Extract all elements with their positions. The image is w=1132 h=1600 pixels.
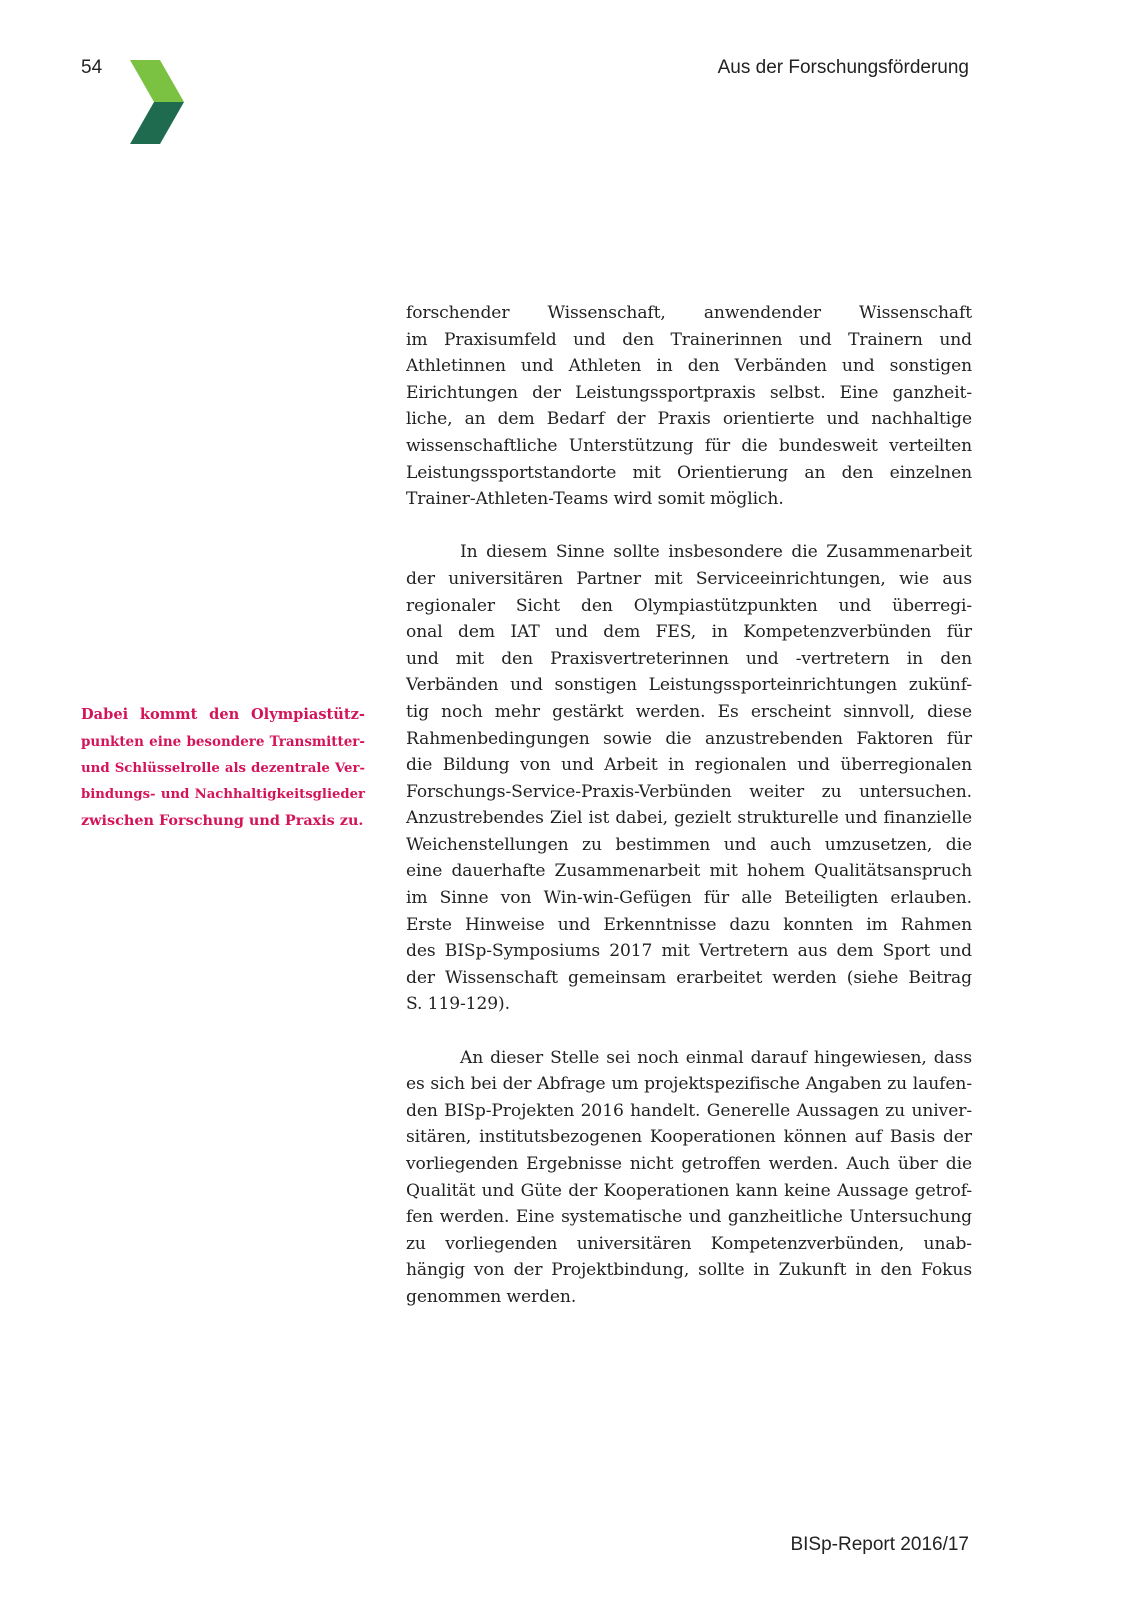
text-line: den BISp-Projekten 2016 handelt. Generelle Aussagen zu univer- <box>406 1100 972 1121</box>
text-line: vorliegenden Ergebnisse nicht getroffen werden. Auch über die <box>406 1154 972 1174</box>
text-line: tig noch mehr gestärkt werden. Es erscheint sinnvoll, diese <box>406 701 972 722</box>
text-line: und mit den Praxisvertreterinnen und -vertretern in den <box>406 648 972 669</box>
text-line: eine dauerhafte Zusammenarbeit mit hohem Qualitätsanspruch <box>406 861 972 882</box>
text-line: im Praxisumfeld und den Trainerinnen und Trainern und <box>406 329 972 350</box>
text-line: S. 119-129). <box>406 994 510 1015</box>
text-line: es sich bei der Abfrage um projektspezifische Angaben zu laufen- <box>406 1074 972 1095</box>
sidenote-highlight <box>81 702 365 835</box>
text-line: der universitären Partner mit Serviceeinrichtungen, wie aus <box>406 568 972 589</box>
text-line: Anzustrebendes Ziel ist dabei, gezielt strukturelle und finanzielle <box>406 808 972 829</box>
sidenote-line: zwischen Forschung und Praxis zu. <box>81 812 364 830</box>
text-line: Forschungs-Service-Praxis-Verbünden weiter zu untersuchen. <box>406 781 972 802</box>
logo-upper-chevron <box>130 60 184 102</box>
text-line: An dieser Stelle sei noch einmal darauf hingewiesen, dass <box>460 1047 972 1068</box>
text-line: der Wissenschaft gemeinsam erarbeitet werden (siehe Beitrag <box>406 967 972 988</box>
text-line: hängig von der Projektbindung, sollte in Zukunft in den Fokus <box>406 1260 972 1281</box>
text-line: Trainer-Athleten-Teams wird somit möglich. <box>406 489 784 510</box>
page-number: 54 <box>81 57 103 78</box>
text-line: zu vorliegenden universitären Kompetenzverbünden, unab- <box>406 1233 972 1254</box>
text-line: Athletinnen und Athleten in den Verbänden und sonstigen <box>406 356 972 377</box>
text-line: fen werden. Eine systematische und ganzheitliche Untersuchung <box>406 1207 972 1228</box>
text-line: Erste Hinweise und Erkenntnisse dazu konnten im Rahmen <box>406 914 972 935</box>
paragraph-2 <box>406 539 972 1018</box>
text-line: liche, an dem Bedarf der Praxis orientierte und nachhaltige <box>406 409 972 430</box>
text-line: onal dem IAT und dem FES, in Kompetenzverbünden für <box>406 622 972 643</box>
text-line: regionaler Sicht den Olympiastützpunkten und überregi- <box>406 595 972 616</box>
report-title: BISp-Report 2016/17 <box>790 1534 969 1555</box>
text-line: Eirichtungen der Leistungssportpraxis selbst. Eine ganzheit- <box>406 382 972 403</box>
text-line: wissenschaftliche Unterstützung für die bundesweit verteilten <box>406 435 972 456</box>
sidenote-line: punkten eine besondere Transmitter- <box>81 733 365 750</box>
text-line: forschender Wissenschaft, anwendender Wissenschaft <box>406 303 972 323</box>
sidenote-line: und Schlüsselrolle als dezentrale Ver- <box>81 760 365 777</box>
paragraph-3 <box>406 1045 972 1311</box>
chevron-logo-icon <box>130 60 190 144</box>
text-line: sitären, institutsbezogenen Kooperationen können auf Basis der <box>406 1127 972 1148</box>
section-title: Aus der Forschungsförderung <box>717 57 969 78</box>
body-text <box>406 300 972 1337</box>
logo-lower-chevron <box>130 102 184 144</box>
text-line: die Bildung von und Arbeit in regionalen und überregionalen <box>406 755 972 776</box>
paragraph-1 <box>406 300 972 513</box>
sidenote-line: bindungs- und Nachhaltigkeitsglieder <box>81 786 365 802</box>
text-line: Verbänden und sonstigen Leistungssporteinrichtungen zukünf- <box>406 675 972 696</box>
text-line: Weichenstellungen zu bestimmen und auch umzusetzen, die <box>406 834 972 855</box>
text-line: In diesem Sinne sollte insbesondere die Zusammenarbeit <box>460 542 972 563</box>
text-line: Leistungssportstandorte mit Orientierung an den einzelnen <box>406 462 972 483</box>
text-line: des BISp-Symposiums 2017 mit Vertretern aus dem Sport und <box>406 941 972 962</box>
text-line: genommen werden. <box>406 1286 577 1307</box>
text-line: Qualität und Güte der Kooperationen kann keine Aussage getrof- <box>406 1180 972 1201</box>
sidenote-line: Dabei kommt den Olympiastütz- <box>81 706 365 723</box>
text-line: Rahmenbedingungen sowie die anzustrebenden Faktoren für <box>406 728 972 749</box>
text-line: im Sinne von Win-win-Gefügen für alle Beteiligten erlauben. <box>406 888 972 909</box>
